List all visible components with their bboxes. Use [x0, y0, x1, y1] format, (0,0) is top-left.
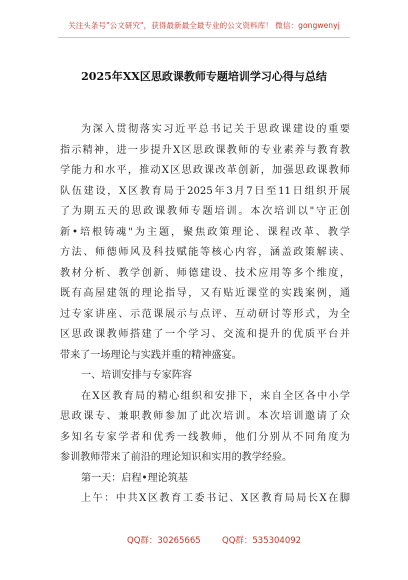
body-line: 教材分析、教学创新、师德建设、技术应用等多个维度， [60, 267, 350, 279]
footer-qq-group-2: QQ群：535304092 [222, 536, 302, 546]
body-line: 在X区教育局的精心组织和安排下，来自全区各中小学 [81, 390, 350, 402]
body-line: 方法、师德师风及科技赋能等核心内容，涵盖政策解读、 [60, 247, 350, 258]
document-body [60, 120, 350, 510]
body-line: 为深入贯彻落实习近平总书记关于思政课建设的重要 [81, 124, 350, 135]
footer-qq-group-1: QQ群：30265665 [127, 536, 201, 546]
body-line: 学能力和水平，推动X区思政课改革创新，加强思政课教师 [60, 165, 350, 176]
body-line: 上午：中共X区教育工委书记、X区教育局局长X在脚 [81, 493, 350, 504]
body-line: 多知名专家学者和优秀一线教师，他们分别从不同角度为 [60, 431, 350, 443]
header-banner: 关注头条号"公文研究"，获得最新最全最专业的公文资料库！ 微信：gongwenyj [68, 21, 340, 30]
body-line: 参训教师带来了前沿的理论知识和实用的教学经验。 [60, 452, 293, 463]
body-line: 区思政课教师搭建了一个学习、交流和提升的优质平台并 [60, 329, 350, 340]
body-line: 带来了一场理论与实践并重的精神盛宴。 [60, 349, 242, 361]
body-line: 指示精神，进一步提升X区思政课教师的专业素养与教育教 [60, 144, 350, 156]
body-line: 队伍建设，X区教育局于2025年3月7日至11日组织开展 [60, 185, 350, 197]
subsection-heading: 第一天：启程•理论筑基 [81, 472, 188, 484]
body-line: 新•培根铸魂"为主题，聚焦政策理论、课程改革、教学 [60, 226, 350, 238]
header-divider [58, 37, 350, 38]
body-line: 了为期五天的思政课教师专题培训。本次培训以"守正创 [60, 206, 350, 217]
body-line: 过专家讲座、示范课展示与点评、互动研讨等形式，为全 [60, 308, 350, 320]
section-heading: 一、培训安排与专家阵容 [81, 370, 193, 381]
body-line: 思政课专、兼职教师参加了此次培训。本次培训邀请了众 [60, 411, 350, 422]
document-title: 2025年XX区思政课教师专题培训学习心得与总结 [81, 70, 327, 83]
body-line: 既有高屋建瓴的理论指导，又有贴近课堂的实践案例，通 [60, 288, 350, 299]
